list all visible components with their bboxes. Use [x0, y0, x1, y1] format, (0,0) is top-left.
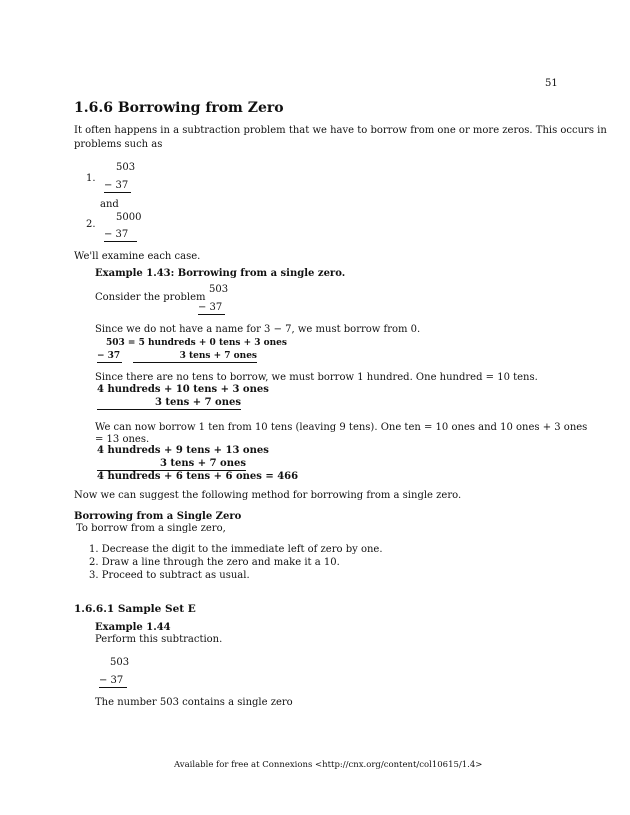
problem-and: and — [100, 199, 119, 210]
step2-line1: 4 hundreds + 10 tens + 3 ones — [97, 384, 269, 395]
intro-line-1: It often happens in a subtraction problem that we have to borrow from one or more zeros. This occurs in — [74, 125, 607, 136]
step1-minus: − 37 — [97, 351, 121, 361]
example-1-44-top: 503 — [110, 657, 130, 668]
now-borrow-line-2: = 13 ones. — [95, 434, 150, 445]
example-1-43-top: 503 — [209, 284, 229, 295]
suggest-text: Now we can suggest the following method for borrowing from a single zero. — [74, 490, 462, 501]
perform-text: Perform this subtraction. — [95, 634, 223, 645]
examine-text: We'll examine each case. — [74, 251, 201, 262]
example-1-44-title: Example 1.44 — [95, 622, 171, 633]
problem-1-number: 1. — [86, 173, 96, 184]
problem-1-top: 503 — [116, 162, 136, 173]
step3-line3: 4 hundreds + 6 tens + 6 ones = 466 — [97, 471, 299, 482]
problem-1-bottom: − 37 — [104, 180, 131, 193]
consider-text: Consider the problem — [95, 292, 206, 303]
problem-2-number: 2. — [86, 219, 96, 230]
sample-set-title: 1.6.6.1 Sample Set E — [74, 603, 196, 615]
since-tens-text: Since there are no tens to borrow, we must borrow 1 hundred. One hundred = 10 tens. — [95, 372, 538, 383]
method-intro: To borrow from a single zero, — [76, 523, 226, 534]
method-step-2: 2. Draw a line through the zero and make it a 10. — [89, 557, 340, 568]
step2-line2: 3 tens + 7 ones — [97, 397, 241, 410]
method-step-1: 1. Decrease the digit to the immediate left of zero by one. — [89, 544, 383, 555]
method-step-3: 3. Proceed to subtract as usual. — [89, 570, 250, 581]
example-1-44-bottom: − 37 — [99, 675, 127, 688]
section-title: 1.6.6 Borrowing from Zero — [74, 100, 284, 116]
method-title: Borrowing from a Single Zero — [74, 511, 242, 522]
step3-line1: 4 hundreds + 9 tens + 13 ones — [97, 445, 269, 456]
step3-line2: 3 tens + 7 ones — [97, 458, 246, 471]
now-borrow-line-1: We can now borrow 1 ten from 10 tens (leaving 9 tens). One ten = 10 ones and 10 ones + 3 ones — [95, 422, 588, 433]
footer: Available for free at Connexions <http://cnx.org/content/col10615/1.4> — [174, 760, 483, 770]
step1-line1: 503 = 5 hundreds + 0 tens + 3 ones — [106, 338, 287, 348]
since-name-text: Since we do not have a name for 3 − 7, we must borrow from 0. — [95, 324, 421, 335]
problem-2-bottom: − 37 — [104, 229, 137, 242]
example-1-43-title: Example 1.43: Borrowing from a single zero. — [95, 268, 346, 279]
intro-line-2: problems such as — [74, 139, 163, 150]
page-number: 51 — [545, 78, 558, 89]
sample-note: The number 503 contains a single zero — [95, 697, 293, 708]
problem-2-top: 5000 — [116, 212, 142, 223]
step1-line2: 3 tens + 7 ones — [133, 350, 257, 363]
example-1-43-bottom: − 37 — [198, 302, 225, 315]
